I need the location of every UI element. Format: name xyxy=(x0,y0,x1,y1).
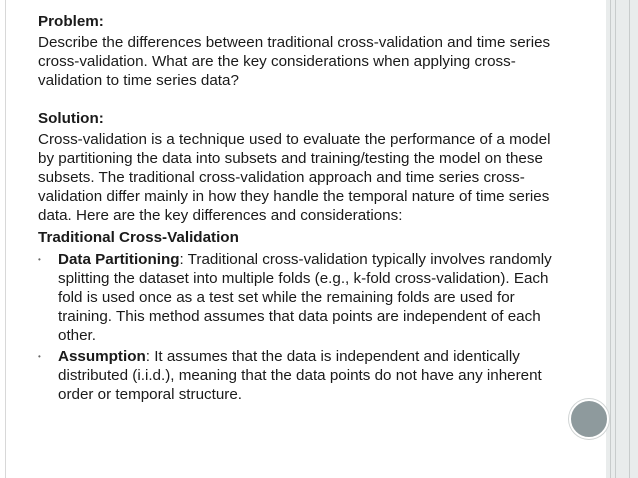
list-item xyxy=(38,250,568,345)
bullet-icon: • xyxy=(38,255,41,264)
right-band-line xyxy=(629,0,630,478)
bullet-text: : It assumes that the data is independent and identically distributed (i.i.d.), meaning that the data points do not have any inherent order or temporal structure. xyxy=(58,348,542,403)
bullet-term: Assumption xyxy=(58,348,146,365)
circle-decoration xyxy=(569,399,609,439)
bullet-text: : Traditional cross-validation typically involves randomly splitting the dataset into multiple folds (e.g., k-fold cross-validation). Each fold is used once as a test set while the remaining folds are used for training. This method assumes that data points are independent of each other. xyxy=(58,251,552,344)
solution-heading: Solution: xyxy=(38,110,104,127)
slide-content xyxy=(38,12,568,406)
solution-text: Cross-validation is a technique used to evaluate the performance of a model by partitioning the data into subsets and training/testing the model on these subsets. The traditional cross-validation approach and time series cross-validation differ mainly in how they handle the temporal nature of time series data. Here are the key differences and considerations: xyxy=(38,131,551,224)
problem-heading: Problem: xyxy=(38,13,104,30)
problem-text: Describe the differences between traditional cross-validation and time series cross-validation. What are the key considerations when applying cross-validation to time series data? xyxy=(38,34,551,89)
bullet-icon: • xyxy=(38,352,41,361)
right-band-line xyxy=(615,0,616,478)
right-band-line xyxy=(610,0,611,478)
left-border-line xyxy=(5,0,6,478)
traditional-heading: Traditional Cross-Validation xyxy=(38,229,239,246)
list-item xyxy=(38,347,568,404)
bullet-term: Data Partitioning xyxy=(58,251,180,268)
traditional-bullet-list xyxy=(38,250,568,404)
